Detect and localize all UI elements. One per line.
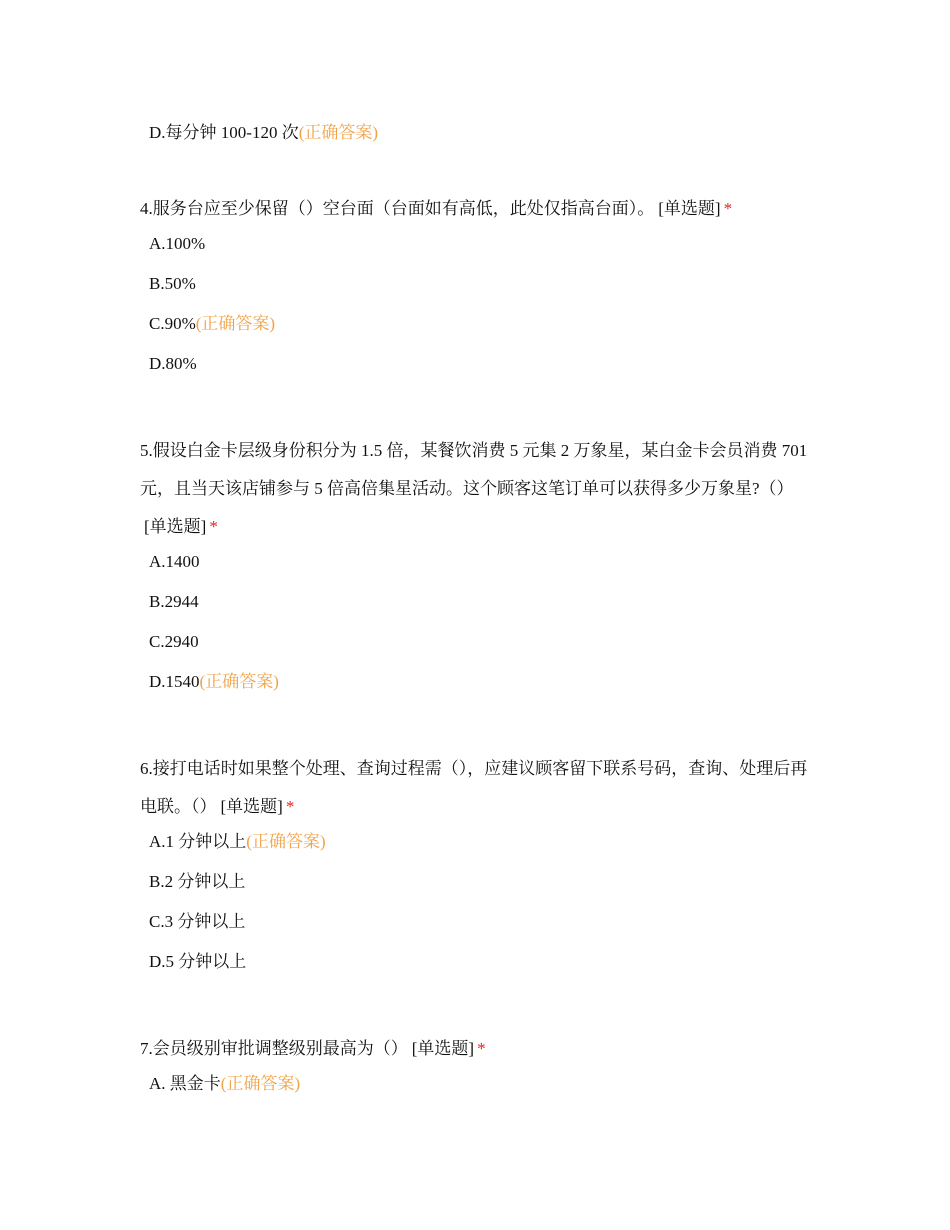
question-7 [140, 1030, 820, 1112]
correct-answer-tag: (正确答案) [246, 832, 326, 851]
option-a: A.1400 [149, 552, 200, 571]
correct-answer-tag: (正确答案) [195, 314, 276, 333]
question-text: 5.假设白金卡层级身份积分为 1.5 倍，某餐饮消费 5 元集 2 万象星，某白金卡会员消费 701 元，且当天该店铺参与 5 倍高倍集星活动。这个顾客这笔订单可以获得多少万象星?（） [140, 441, 808, 498]
option-text: D.每分钟 100-120 次 [149, 123, 299, 142]
question-stem [140, 750, 820, 826]
carryover-option [149, 121, 378, 145]
question-4 [140, 190, 820, 392]
question-stem [140, 1030, 820, 1068]
question-5 [140, 432, 820, 710]
question-text: 7.会员级别审批调整级别最高为（） [140, 1039, 408, 1058]
correct-answer-tag: (正确答案) [220, 1074, 301, 1093]
option-b: B.50% [149, 274, 196, 293]
question-type: [单选题] [220, 797, 283, 816]
option-a: A. 黑金卡(正确答案) [149, 1074, 301, 1093]
option-d: D.80% [149, 354, 197, 373]
options-list [149, 1072, 820, 1112]
question-type: [单选题] [144, 517, 207, 536]
required-star: * [285, 797, 295, 816]
required-star: * [723, 199, 733, 218]
question-stem [140, 190, 820, 228]
options-list [149, 550, 820, 710]
required-star: * [209, 517, 218, 536]
correct-answer-tag: (正确答案) [199, 672, 279, 691]
option-a: A.100% [149, 234, 206, 253]
option-d: D.1540(正确答案) [149, 672, 279, 691]
option-c: C.3 分钟以上 [149, 912, 246, 931]
option-c: C.2940 [149, 632, 199, 651]
options-list [149, 830, 820, 990]
option-b: B.2944 [149, 592, 199, 611]
question-stem [140, 432, 820, 546]
question-text: 6.接打电话时如果整个处理、查询过程需（），应建议顾客留下联系号码，查询、处理后再电联。（） [140, 759, 808, 816]
question-text: 4.服务台应至少保留（）空台面（台面如有高低，此处仅指高台面）。 [140, 199, 655, 218]
question-type: [单选题] [658, 199, 721, 218]
option-b: B.2 分钟以上 [149, 872, 246, 891]
required-star: * [477, 1039, 486, 1058]
correct-answer-tag: (正确答案) [298, 123, 379, 142]
options-list [149, 232, 820, 392]
option-d: D.5 分钟以上 [149, 952, 247, 971]
option-a: A.1 分钟以上(正确答案) [149, 832, 326, 851]
question-type: [单选题] [411, 1039, 475, 1058]
option-c: C.90%(正确答案) [149, 314, 276, 333]
question-6 [140, 750, 820, 990]
